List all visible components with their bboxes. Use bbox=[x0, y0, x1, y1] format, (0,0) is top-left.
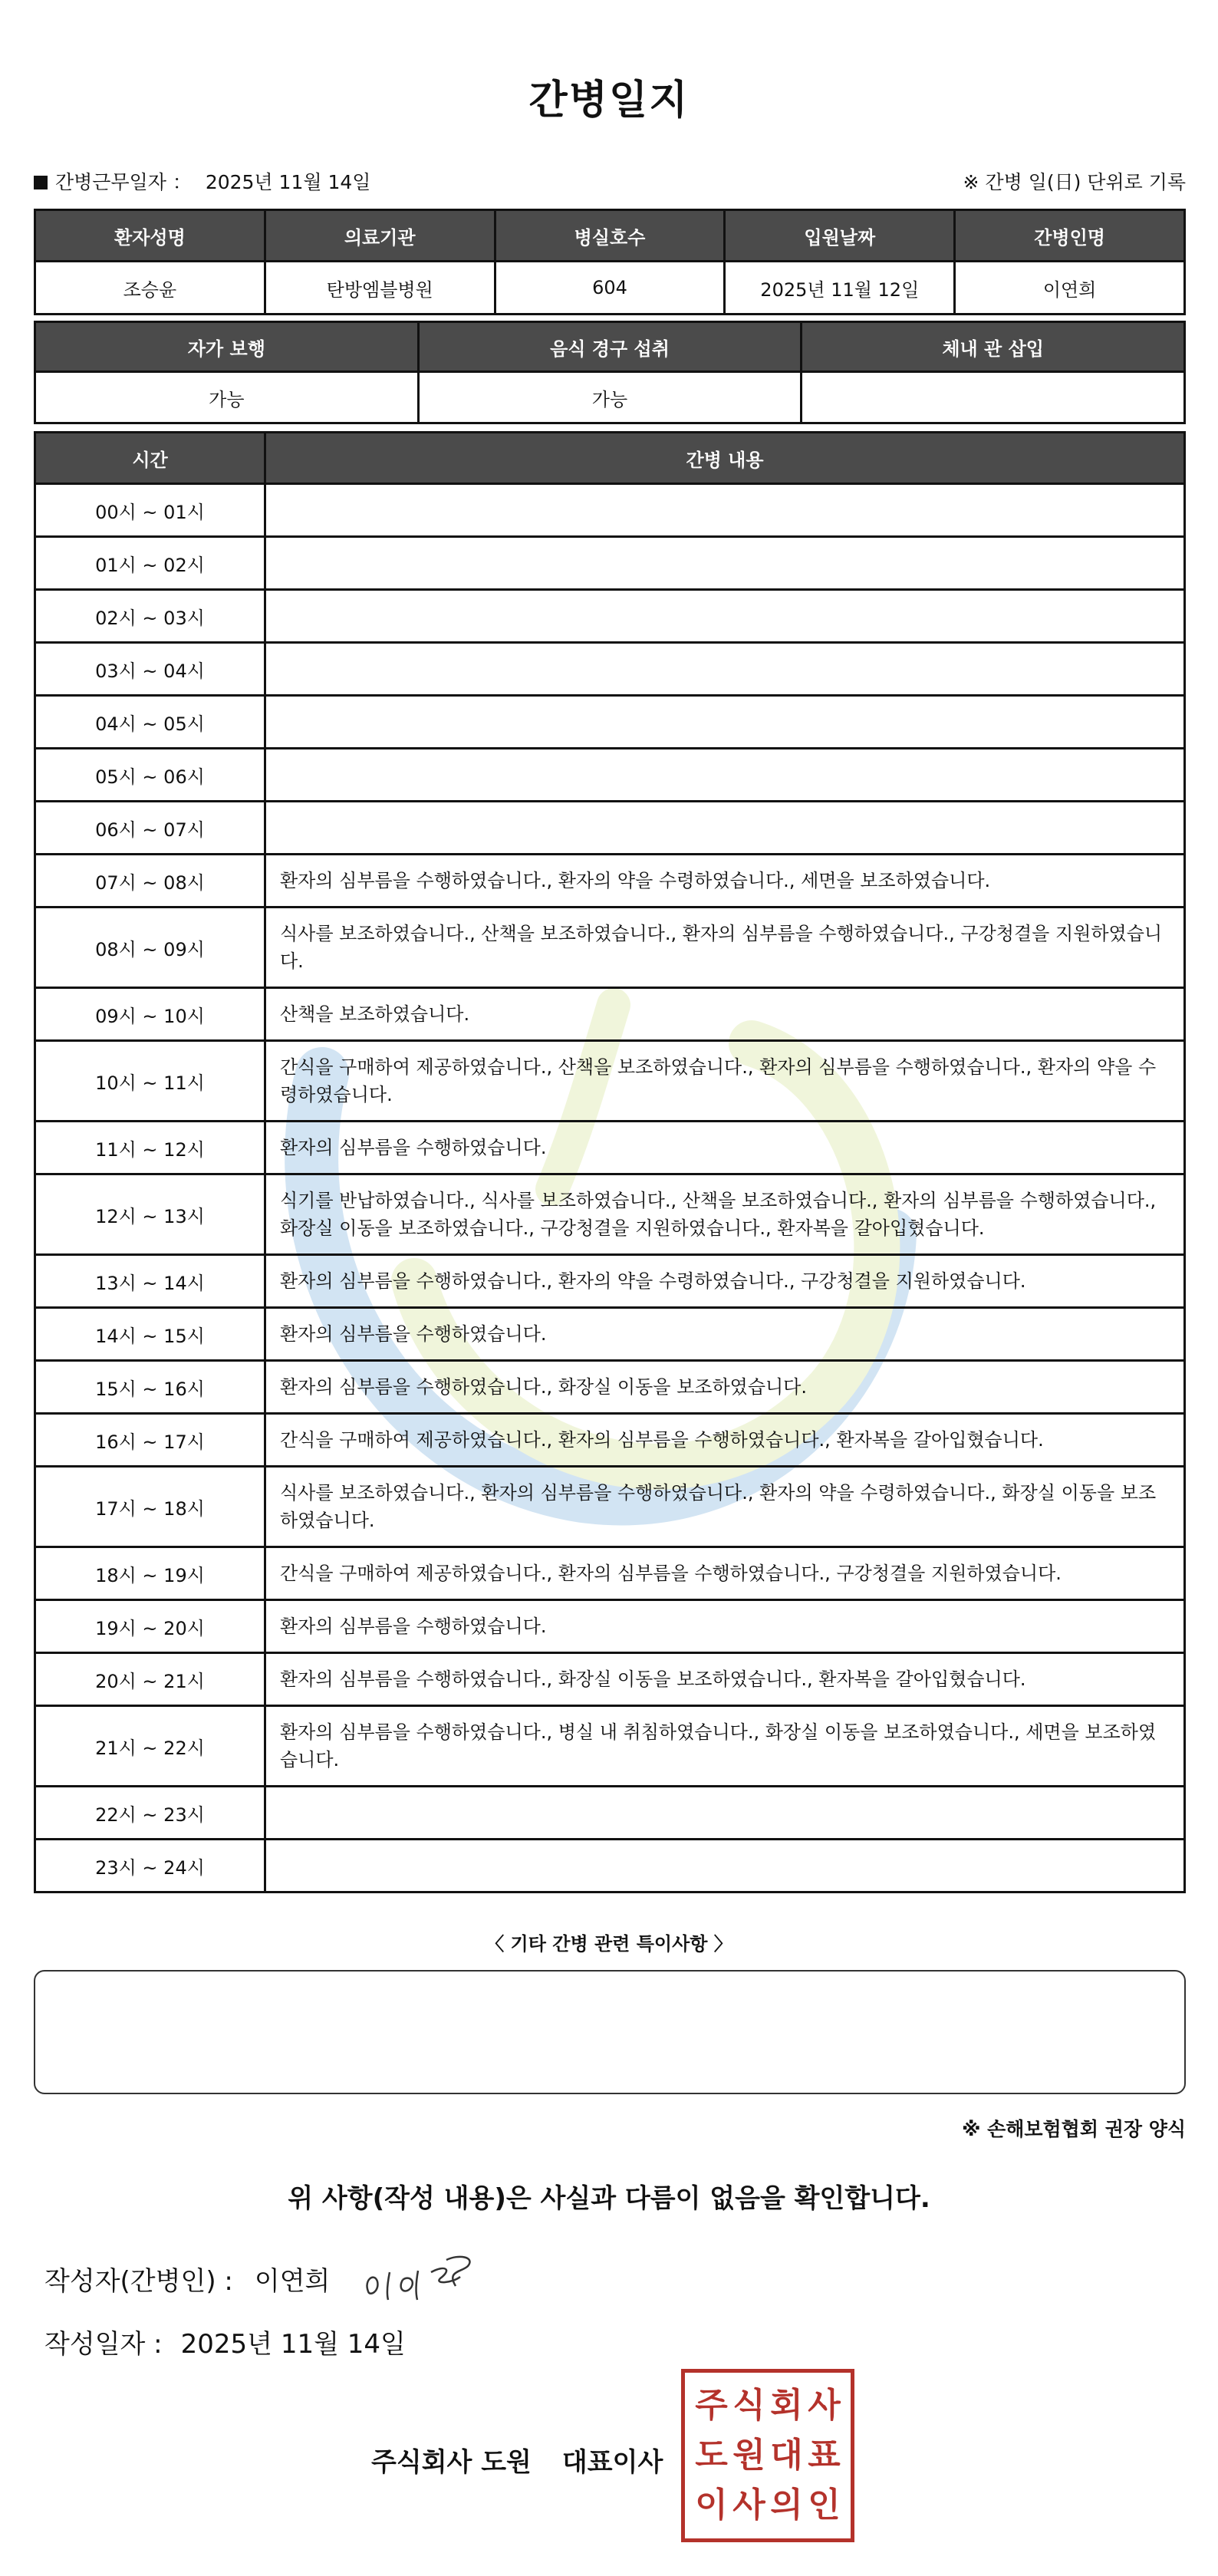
table-row bbox=[35, 1122, 1185, 1174]
representative-title: 대표이사 bbox=[561, 2447, 663, 2478]
oral-intake-status: 가능 bbox=[418, 372, 802, 423]
notes-box bbox=[34, 1970, 1186, 2094]
time-slot: 11시 ~ 12시 bbox=[35, 1122, 265, 1174]
room-number: 604 bbox=[495, 262, 725, 315]
time-slot: 02시 ~ 03시 bbox=[35, 590, 265, 643]
header-room: 병실호수 bbox=[495, 210, 725, 262]
table-row bbox=[35, 1414, 1185, 1467]
walking-status: 가능 bbox=[35, 372, 419, 423]
care-content bbox=[265, 1840, 1185, 1892]
time-slot: 06시 ~ 07시 bbox=[35, 802, 265, 855]
table-row bbox=[35, 802, 1185, 855]
patient-status-table bbox=[34, 321, 1186, 424]
time-slot: 09시 ~ 10시 bbox=[35, 988, 265, 1041]
time-slot: 08시 ~ 09시 bbox=[35, 908, 265, 988]
table-row bbox=[35, 1255, 1185, 1308]
patient-info-header-row bbox=[35, 210, 1185, 262]
care-content bbox=[265, 696, 1185, 749]
time-slot: 01시 ~ 02시 bbox=[35, 537, 265, 590]
table-row bbox=[35, 484, 1185, 537]
notes-title: 〈 기타 간병 관련 특이사항 〉 bbox=[486, 1933, 732, 1955]
time-slot: 19시 ~ 20시 bbox=[35, 1600, 265, 1653]
header-tube-insertion: 체내 관 삽입 bbox=[802, 322, 1185, 372]
company-line bbox=[371, 2441, 663, 2479]
caregiver-name: 이연희 bbox=[955, 262, 1185, 315]
care-content bbox=[265, 484, 1185, 537]
care-content: 환자의 심부름을 수행하였습니다., 환자의 약을 수령하였습니다., 세면을 보조하였습니다. bbox=[265, 855, 1185, 908]
time-slot: 16시 ~ 17시 bbox=[35, 1414, 265, 1467]
seal-character: 인 bbox=[808, 2485, 841, 2525]
care-content bbox=[265, 643, 1185, 696]
company-name: 주식회사 도원 bbox=[371, 2447, 532, 2478]
square-bullet-icon bbox=[34, 176, 48, 189]
seal-character: 사 bbox=[732, 2485, 765, 2525]
care-content: 식사를 보조하였습니다., 산책을 보조하였습니다., 환자의 심부름을 수행하였습니다., 구강청결을 지원하였습니다. bbox=[265, 908, 1185, 988]
seal-character: 의 bbox=[770, 2485, 803, 2525]
care-content: 식기를 반납하였습니다., 식사를 보조하였습니다., 산책을 보조하였습니다., 환자의 심부름을 수행하였습니다., 화장실 이동을 보조하였습니다., 구강청결을 지원하였습니다., 환자복을 갈아입혔습니다. bbox=[265, 1174, 1185, 1255]
author-label: 작성자(간병인) : bbox=[44, 2266, 233, 2297]
table-row bbox=[35, 1174, 1185, 1255]
patient-info-value-row bbox=[35, 262, 1185, 315]
time-slot: 23시 ~ 24시 bbox=[35, 1840, 265, 1892]
header-admission-date: 입원날짜 bbox=[725, 210, 955, 262]
table-row bbox=[35, 1361, 1185, 1414]
table-row bbox=[35, 1840, 1185, 1892]
care-content: 간식을 구매하여 제공하였습니다., 환자의 심부름을 수행하였습니다., 환자복을 갈아입혔습니다. bbox=[265, 1414, 1185, 1467]
table-row bbox=[35, 855, 1185, 908]
header-care-content: 간병 내용 bbox=[265, 433, 1185, 484]
care-content: 환자의 심부름을 수행하였습니다., 화장실 이동을 보조하였습니다., 환자복을 갈아입혔습니다. bbox=[265, 1653, 1185, 1706]
seal-character: 회 bbox=[770, 2385, 803, 2425]
table-row bbox=[35, 1547, 1185, 1600]
author-name: 이연희 bbox=[254, 2266, 331, 2297]
table-row bbox=[35, 1600, 1185, 1653]
care-content bbox=[265, 590, 1185, 643]
seal-character: 사 bbox=[808, 2385, 841, 2425]
table-row bbox=[35, 1787, 1185, 1840]
time-slot: 03시 ~ 04시 bbox=[35, 643, 265, 696]
table-row bbox=[35, 1041, 1185, 1122]
table-row bbox=[35, 643, 1185, 696]
header-oral-intake: 음식 경구 섭취 bbox=[418, 322, 802, 372]
care-content: 환자의 심부름을 수행하였습니다., 환자의 약을 수령하였습니다., 구강청결을 지원하였습니다. bbox=[265, 1255, 1185, 1308]
seal-character: 주 bbox=[695, 2385, 728, 2425]
time-slot: 17시 ~ 18시 bbox=[35, 1467, 265, 1547]
signature-icon bbox=[360, 2249, 499, 2311]
care-content bbox=[265, 1787, 1185, 1840]
time-slot: 07시 ~ 08시 bbox=[35, 855, 265, 908]
seal-character: 도 bbox=[695, 2435, 728, 2475]
table-row bbox=[35, 1308, 1185, 1361]
time-slot: 21시 ~ 22시 bbox=[35, 1706, 265, 1787]
confirmation-statement: 위 사항(작성 내용)은 사실과 다름이 없음을 확인합니다. bbox=[288, 2183, 930, 2214]
written-date: 2025년 11월 14일 bbox=[180, 2329, 406, 2360]
author-line bbox=[44, 2260, 330, 2298]
care-content: 간식을 구매하여 제공하였습니다., 환자의 심부름을 수행하였습니다., 구강청결을 지원하였습니다. bbox=[265, 1547, 1185, 1600]
care-content: 간식을 구매하여 제공하였습니다., 산책을 보조하였습니다., 환자의 심부름을 수행하였습니다., 환자의 약을 수령하였습니다. bbox=[265, 1041, 1185, 1122]
hospital-name: 탄방엠블병원 bbox=[265, 262, 495, 315]
care-content: 환자의 심부름을 수행하였습니다. bbox=[265, 1308, 1185, 1361]
work-date: 2025년 11월 14일 bbox=[205, 171, 371, 193]
care-content: 환자의 심부름을 수행하였습니다., 화장실 이동을 보조하였습니다. bbox=[265, 1361, 1185, 1414]
care-content: 환자의 심부름을 수행하였습니다., 병실 내 취침하였습니다., 화장실 이동을 보조하였습니다., 세면을 보조하였습니다. bbox=[265, 1706, 1185, 1787]
care-content: 산책을 보조하였습니다. bbox=[265, 988, 1185, 1041]
care-content: 환자의 심부름을 수행하였습니다. bbox=[265, 1122, 1185, 1174]
work-date-line bbox=[34, 167, 370, 195]
care-content bbox=[265, 802, 1185, 855]
seal-character: 대 bbox=[770, 2435, 803, 2475]
status-header-row bbox=[35, 322, 1185, 372]
header-time: 시간 bbox=[35, 433, 265, 484]
table-row bbox=[35, 908, 1185, 988]
work-date-label: 간병근무일자 ： bbox=[55, 171, 192, 193]
date-label: 작성일자 : bbox=[44, 2329, 163, 2360]
seal-character: 이 bbox=[695, 2485, 728, 2525]
header-walking: 자가 보행 bbox=[35, 322, 419, 372]
company-seal-icon bbox=[681, 2369, 854, 2542]
table-row bbox=[35, 1706, 1185, 1787]
admission-date: 2025년 11월 12일 bbox=[725, 262, 955, 315]
care-content bbox=[265, 749, 1185, 802]
time-slot: 22시 ~ 23시 bbox=[35, 1787, 265, 1840]
seal-character: 식 bbox=[732, 2385, 765, 2425]
patient-info-table bbox=[34, 209, 1186, 315]
header-patient-name: 환자성명 bbox=[35, 210, 265, 262]
seal-character: 표 bbox=[808, 2435, 841, 2475]
time-slot: 12시 ~ 13시 bbox=[35, 1174, 265, 1255]
unit-note: ※ 간병 일(日) 단위로 기록 bbox=[963, 171, 1186, 193]
care-content bbox=[265, 537, 1185, 590]
table-row bbox=[35, 537, 1185, 590]
time-slot: 00시 ~ 01시 bbox=[35, 484, 265, 537]
time-slot: 15시 ~ 16시 bbox=[35, 1361, 265, 1414]
patient-name: 조승윤 bbox=[35, 262, 265, 315]
table-row bbox=[35, 988, 1185, 1041]
status-value-row bbox=[35, 372, 1185, 423]
table-row bbox=[35, 749, 1185, 802]
form-footnote: ※ 손해보험협회 권장 양식 bbox=[962, 2118, 1186, 2140]
care-log-table bbox=[34, 431, 1186, 1893]
table-row bbox=[35, 696, 1185, 749]
time-slot: 18시 ~ 19시 bbox=[35, 1547, 265, 1600]
document-title: 간병일지 bbox=[528, 77, 690, 124]
care-content: 식사를 보조하였습니다., 환자의 심부름을 수행하였습니다., 환자의 약을 수령하였습니다., 화장실 이동을 보조하였습니다. bbox=[265, 1467, 1185, 1547]
table-row bbox=[35, 1653, 1185, 1706]
seal-character: 원 bbox=[732, 2435, 765, 2475]
time-slot: 13시 ~ 14시 bbox=[35, 1255, 265, 1308]
care-content: 환자의 심부름을 수행하였습니다. bbox=[265, 1600, 1185, 1653]
table-row bbox=[35, 590, 1185, 643]
care-log-header-row bbox=[35, 433, 1185, 484]
time-slot: 20시 ~ 21시 bbox=[35, 1653, 265, 1706]
header-hospital: 의료기관 bbox=[265, 210, 495, 262]
header-caregiver: 간병인명 bbox=[955, 210, 1185, 262]
table-row bbox=[35, 1467, 1185, 1547]
time-slot: 05시 ~ 06시 bbox=[35, 749, 265, 802]
tube-insertion-status bbox=[802, 372, 1185, 423]
time-slot: 10시 ~ 11시 bbox=[35, 1041, 265, 1122]
time-slot: 14시 ~ 15시 bbox=[35, 1308, 265, 1361]
time-slot: 04시 ~ 05시 bbox=[35, 696, 265, 749]
date-line bbox=[44, 2323, 406, 2360]
